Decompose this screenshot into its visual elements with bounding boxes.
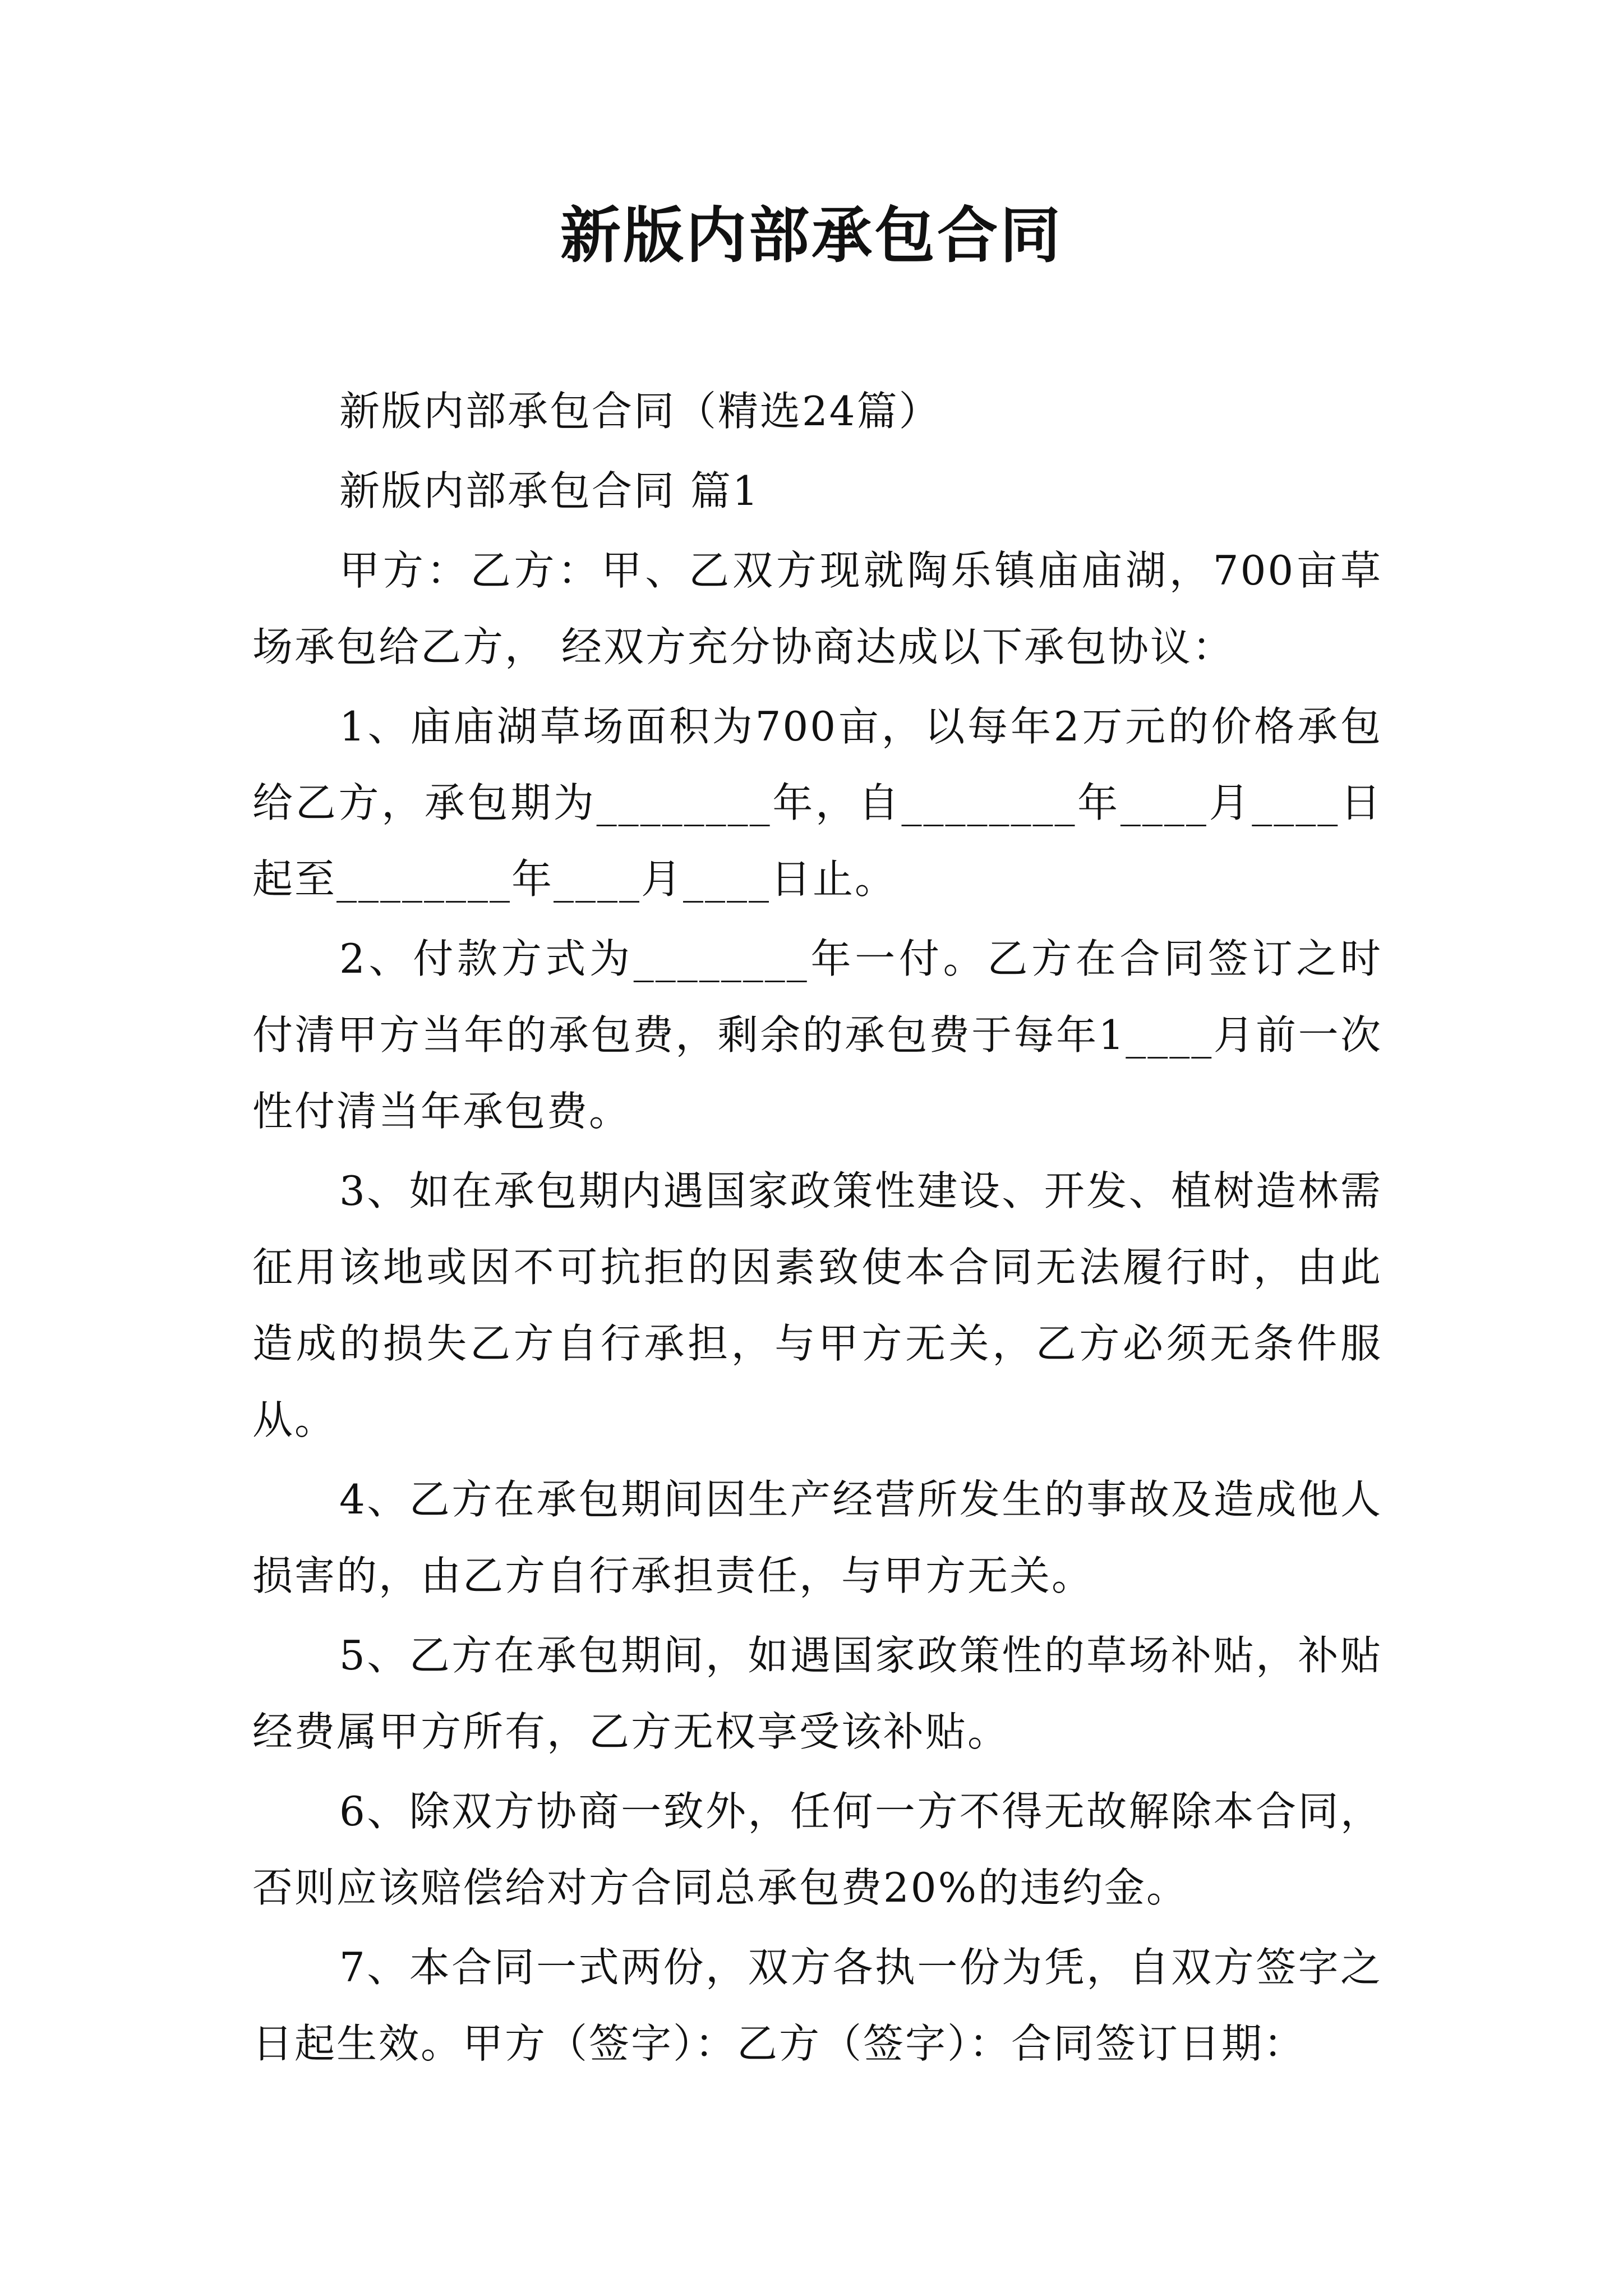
paragraph-clause-5: 5、乙方在承包期间，如遇国家政策性的草场补贴，补贴经费属甲方所有，乙方无权享受该补贴。 xyxy=(252,1632,1382,1755)
paragraph-clause-3: 3、如在承包期内遇国家政策性建设、开发、植树造林需征用该地或因不可抗拒的因素致使本合同无法履行时，由此造成的损失乙方自行承担，与甲方无关，乙方必须无条件服从。 xyxy=(252,1167,1382,1443)
document-title: 新版内部承包合同 xyxy=(560,200,1063,271)
paragraph-clause-7: 7、本合同一式两份，双方各执一份为凭，自双方签字之日起生效。甲方（签字）：乙方（签字）：合同签订日期： xyxy=(252,1944,1382,2067)
paragraph-section-heading: 新版内部承包合同 篇1 xyxy=(339,467,760,514)
paragraph-clause-6: 6、除双方协商一致外，任何一方不得无故解除本合同，否则应该赔偿给对方合同总承包费20%的违约金。 xyxy=(252,1788,1382,1911)
document-body xyxy=(252,373,1382,2085)
paragraph-subtitle: 新版内部承包合同（精选24篇） xyxy=(339,388,941,435)
paragraph-clause-1: 1、庙庙湖草场面积为700亩，以每年2万元的价格承包给乙方，承包期为________年，自________年____月____日起至________年____月____日止。 xyxy=(252,703,1382,903)
paragraph-intro: 甲方：乙方：甲、乙双方现就陶乐镇庙庙湖，700亩草场承包给乙方， 经双方充分协商达成以下承包协议： xyxy=(252,547,1382,670)
paragraph-clause-4: 4、乙方在承包期间因生产经营所发生的事故及造成他人损害的，由乙方自行承担责任，与甲方无关。 xyxy=(252,1476,1382,1599)
paragraph-clause-2: 2、付款方式为________年一付。乙方在合同签订之时付清甲方当年的承包费，剩余的承包费于每年1____月前一次性付清当年承包费。 xyxy=(252,935,1382,1135)
